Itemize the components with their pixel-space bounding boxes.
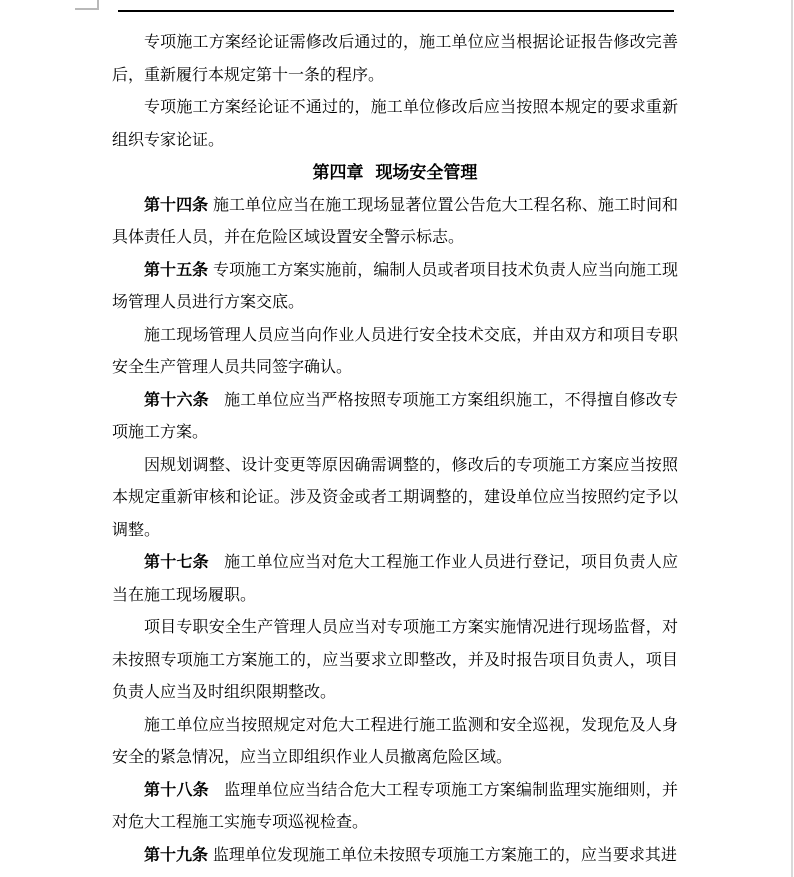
article-text: 监理单位发现施工单位未按照专项施工方案施工的，应当要求其进 — [212, 846, 677, 864]
chapter-number: 第四章 — [312, 163, 364, 182]
paragraph — [112, 320, 678, 385]
paragraph-text: 专项施工方案经论证需修改后通过的，施工单位应当根据论证报告修改完善后，重新履行本规定第十一条的程序。 — [112, 34, 678, 84]
paragraph-text: 施工单位应当按照规定对危大工程进行施工监测和安全巡视，发现危及人身安全的紧急情况，应当立即组织作业人员撤离危险区域。 — [112, 716, 678, 766]
paragraph-text: 项目专职安全生产管理人员应当对专项施工方案实施情况进行现场监督，对未按照专项施工方案施工的，应当要求立即整改，并及时报告项目负责人，项目负责人应当及时组织限期整改。 — [112, 619, 678, 701]
article-text: 监理单位应当结合危大工程专项施工方案编制监理实施细则，并对危大工程施工实施专项巡视检查。 — [112, 781, 678, 831]
paragraph-text: 专项施工方案经论证不通过的，施工单位修改后应当按照本规定的要求重新组织专家论证。 — [112, 99, 678, 149]
header-rule — [118, 10, 674, 12]
chapter-title: 现场安全管理 — [375, 163, 478, 182]
article-number: 第十五条 — [144, 261, 209, 279]
chapter-heading — [112, 157, 678, 190]
paragraph — [112, 612, 678, 710]
paragraph — [112, 450, 678, 548]
page-corner-mark-vertical — [97, 0, 99, 10]
page-edge-line — [791, 0, 793, 877]
article-paragraph — [112, 547, 678, 612]
article-paragraph — [112, 840, 678, 873]
article-number: 第十九条 — [144, 846, 209, 864]
article-number: 第十四条 — [144, 196, 209, 214]
paragraph-text: 因规划调整、设计变更等原因确需调整的，修改后的专项施工方案应当按照本规定重新审核和论证。涉及资金或者工期调整的，建设单位应当按照约定予以调整。 — [112, 456, 678, 539]
page-corner-mark-horizontal — [75, 8, 99, 10]
article-number: 第十六条 — [144, 391, 209, 409]
article-text: 施工单位应当对危大工程施工作业人员进行登记，项目负责人应当在施工现场履职。 — [112, 554, 678, 604]
article-text: 施工单位应当在施工现场显著位置公告危大工程名称、施工时间和具体责任人员，并在危险区域设置安全警示标志。 — [112, 196, 678, 246]
article-text: 专项施工方案实施前，编制人员或者项目技术负责人应当向施工现场管理人员进行方案交底。 — [112, 261, 678, 311]
article-paragraph — [112, 190, 678, 255]
paragraph — [112, 27, 678, 92]
article-paragraph — [112, 775, 678, 840]
article-paragraph — [112, 385, 678, 450]
article-number: 第十七条 — [144, 554, 209, 571]
document-content — [112, 27, 678, 873]
article-number: 第十八条 — [144, 781, 209, 799]
paragraph — [112, 92, 678, 157]
paragraph — [112, 710, 678, 775]
article-paragraph — [112, 255, 678, 320]
article-text: 施工单位应当严格按照专项施工方案组织施工，不得擅自修改专项施工方案。 — [112, 391, 678, 441]
paragraph-text: 施工现场管理人员应当向作业人员进行安全技术交底，并由双方和项目专职安全生产管理人员共同签字确认。 — [112, 326, 678, 376]
